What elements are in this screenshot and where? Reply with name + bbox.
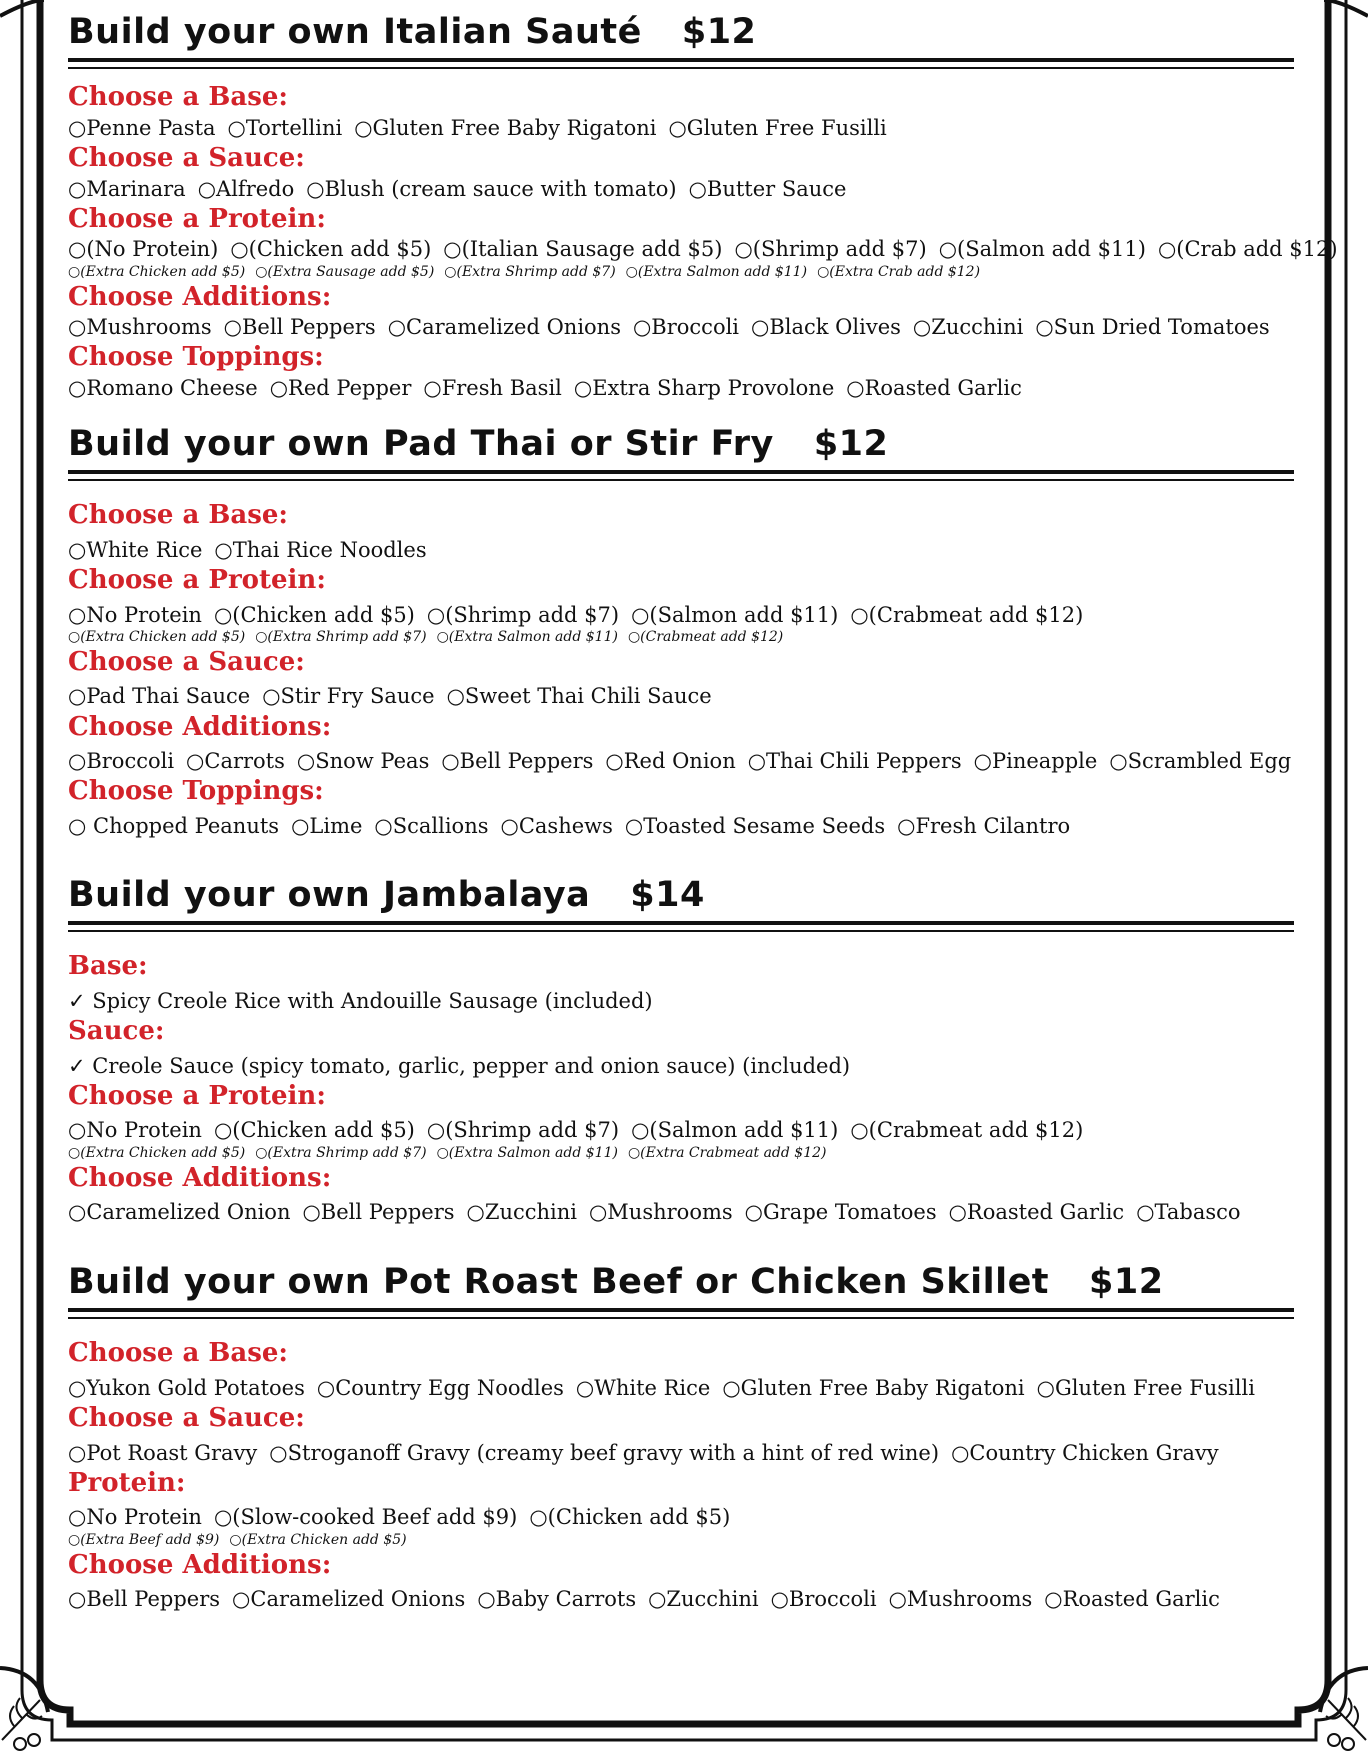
option-group-heading: Choose Additions: [68,711,332,742]
section-name: Build your own Pad Thai or Stir Fry [68,424,774,464]
option-group-heading: Choose a Sauce: [68,143,305,174]
menu-option: ○Red Pepper [269,375,412,400]
option-group-heading: Choose Additions: [68,281,332,312]
menu-option: ○Roasted Garlic [846,375,1022,400]
menu-option: ○Gluten Free Fusilli [668,115,887,140]
menu-option: ○No Protein [68,1118,202,1143]
menu-option: ✓ Creole Sauce (spicy tomato, garlic, pepper and onion sauce) (included) [68,1053,851,1078]
menu-section [68,875,1294,1226]
option-group-heading: Choose a Protein: [68,565,326,596]
option-group-heading: Choose Additions: [68,1549,332,1580]
option-group-heading: Choose a Protein: [68,1080,326,1111]
extra-option: ○(Extra Shrimp add $7) [255,628,427,645]
option-list [68,235,1338,263]
option-group-heading: Choose Toppings: [68,342,324,373]
menu-option: ○Toasted Sesame Seeds [624,813,886,838]
option-group-heading: Sauce: [68,1016,165,1047]
menu-option: ○Pineapple [973,749,1098,774]
menu-option: ○(Salmon add $11) [631,1118,839,1143]
section-title [68,12,1294,52]
menu-option: ○No Protein [68,1505,202,1530]
menu-option: ○Zucchini [466,1200,577,1225]
menu-option: ○Baby Carrots [477,1587,637,1612]
option-group-heading: Choose a Protein: [68,203,326,234]
option-list [68,374,1294,402]
menu-option: ○Romano Cheese [68,375,258,400]
menu-option: ○Butter Sauce [688,176,847,201]
extra-option: ○(Crabmeat add $12) [627,628,784,645]
option-group-heading: Choose a Base: [68,500,289,531]
menu-option: ○Caramelized Onions [232,1587,466,1612]
section-title [68,424,1294,464]
extra-option: ○(Extra Beef add $9) [68,1531,220,1548]
menu-section [68,12,1338,402]
section-name: Build your own Italian Sauté [68,12,642,52]
extra-option: ○(Extra Shrimp add $7) [444,263,616,280]
menu-option: ○Black Olives [751,315,901,340]
option-list [68,812,1294,840]
menu-option: ○No Protein [68,602,202,627]
option-list [68,1052,1294,1080]
extra-option: ○(Extra Chicken add $5) [229,1531,407,1548]
menu-option: ✓ Spicy Creole Rice with Andouille Sausage (included) [68,988,653,1013]
option-group-heading: Choose Additions: [68,1162,332,1193]
menu-option: ○Tabasco [1136,1200,1241,1225]
option-list [68,175,1294,203]
menu-option: ○Sweet Thai Chili Sauce [446,684,712,709]
option-group-heading: Choose a Sauce: [68,646,305,677]
menu-option: ○Carrots [186,749,285,774]
extra-option: ○(Extra Chicken add $5) [68,1144,246,1161]
extra-options [68,1145,1294,1162]
option-list [68,682,1294,710]
section-name: Build your own Jambalaya [68,875,591,915]
menu-option: ○Stir Fry Sauce [262,684,435,709]
menu-option: ○Pad Thai Sauce [68,684,251,709]
option-list [68,1439,1294,1467]
menu-option: ○Thai Chili Peppers [747,749,962,774]
option-list [68,1503,1294,1531]
menu-option: ○Stroganoff Gravy (creamy beef gravy with a hint of red wine) [269,1440,940,1465]
menu-option: ○Gluten Free Baby Rigatoni [354,115,657,140]
menu-option: ○Gluten Free Fusilli [1036,1375,1255,1400]
section-name: Build your own Pot Roast Beef or Chicken Skillet [68,1262,1050,1302]
section-divider [68,58,1294,69]
menu-option: ○Scallions [374,813,489,838]
menu-option: ○Mushrooms [888,1587,1033,1612]
option-group-heading: Choose a Base: [68,82,289,113]
menu-option: ○Cashews [500,813,613,838]
extra-option: ○(Extra Crab add $12) [817,263,981,280]
menu-option: ○Broccoli [68,749,175,774]
menu-option: ○Marinara [68,176,186,201]
sprig-icon [2,1698,42,1750]
section-divider [68,1308,1294,1319]
menu-option: ○Bell Peppers [441,749,594,774]
menu-option: ○(No Protein) [68,237,219,262]
section-title [68,1262,1294,1302]
menu-option: ○Thai Rice Noodles [214,537,427,562]
menu-option: ○(Salmon add $11) [938,237,1146,262]
menu-option: ○Caramelized Onions [387,315,621,340]
menu-option: ○Pot Roast Gravy [68,1440,258,1465]
menu-option: ○Gluten Free Baby Rigatoni [722,1375,1025,1400]
option-list [68,987,1294,1015]
option-list [68,114,1294,142]
menu-option: ○Caramelized Onion [68,1200,291,1225]
menu-option: ○Roasted Garlic [1044,1587,1220,1612]
menu-option: ○(Crab add $12) [1157,237,1338,262]
menu-option: ○Yukon Gold Potatoes [68,1375,305,1400]
extra-option: ○(Extra Chicken add $5) [68,263,246,280]
section-divider [68,470,1294,481]
menu-option: ○Tortellini [227,115,343,140]
option-group-heading: Choose a Sauce: [68,1403,305,1434]
menu-option: ○White Rice [575,1375,711,1400]
menu-option: ○Mushrooms [68,315,212,340]
option-list [68,536,1294,564]
section-price: $12 [681,12,757,52]
menu-option: ○(Salmon add $11) [631,602,839,627]
extra-option: ○(Extra Salmon add $11) [436,1144,618,1161]
extra-options [68,264,1294,281]
menu-option: ○Roasted Garlic [948,1200,1125,1225]
menu-option: ○Scrambled Egg [1109,749,1292,774]
menu-option: ○Grape Tomatoes [744,1200,937,1225]
extra-option: ○(Extra Sausage add $5) [255,263,435,280]
extra-options [68,1532,1294,1549]
menu-option: ○(Chicken add $5) [213,1118,415,1143]
menu-option: ○Broccoli [632,315,740,340]
menu-option: ○Sun Dried Tomatoes [1035,315,1270,340]
option-list [68,1198,1294,1226]
menu-option: ○(Shrimp add $7) [426,1118,620,1143]
menu-option: ○Bell Peppers [68,1587,221,1612]
menu-option: ○Blush (cream sauce with tomato) [306,176,677,201]
option-list [68,601,1294,629]
section-divider [68,921,1294,932]
menu-option: ○Mushrooms [588,1200,733,1225]
menu-section [68,1262,1294,1613]
extra-options [68,629,1294,646]
menu-option: ○Lime [291,813,363,838]
menu-option: ○(Chicken add $5) [213,602,415,627]
menu-option: ○Zucchini [648,1587,759,1612]
menu-option: ○Alfredo [197,176,295,201]
menu-option: ○Country Chicken Gravy [951,1440,1219,1465]
menu-option: ○(Italian Sausage add $5) [443,237,723,262]
menu-option: ○Fresh Basil [423,375,562,400]
menu-option: ○Bell Peppers [302,1200,455,1225]
section-price: $12 [813,424,889,464]
option-group-heading: Protein: [68,1467,186,1498]
menu-option: ○Country Egg Noodles [316,1375,564,1400]
menu-option: ○(Crabmeat add $12) [850,602,1084,627]
menu-option: ○(Chicken add $5) [230,237,432,262]
extra-option: ○(Extra Chicken add $5) [68,628,246,645]
menu-option: ○Snow Peas [296,749,430,774]
extra-option: ○(Extra Crabmeat add $12) [627,1144,827,1161]
menu-option: ○Fresh Cilantro [897,813,1071,838]
option-group-heading: Choose a Base: [68,1338,289,1369]
menu-option: ○(Chicken add $5) [529,1505,731,1530]
menu-option: ○Penne Pasta [68,115,216,140]
option-list [68,1585,1294,1613]
menu-option: ○ Chopped Peanuts [68,813,280,838]
menu-option: ○Red Onion [605,749,736,774]
sprig-icon [1326,1698,1366,1750]
menu-option: ○Zucchini [912,315,1024,340]
extra-option: ○(Extra Shrimp add $7) [255,1144,427,1161]
menu-option: ○Broccoli [770,1587,877,1612]
option-group-heading: Choose Toppings: [68,776,324,807]
extra-option: ○(Extra Salmon add $11) [625,263,808,280]
menu-option: ○(Shrimp add $7) [734,237,927,262]
menu-option: ○White Rice [68,537,203,562]
menu-option: ○Extra Sharp Provolone [573,375,835,400]
extra-option: ○(Extra Salmon add $11) [436,628,618,645]
menu-section [68,424,1294,840]
option-group-heading: Base: [68,951,148,982]
menu-option: ○(Crabmeat add $12) [850,1118,1084,1143]
section-price: $12 [1089,1262,1164,1302]
option-list [68,313,1294,341]
section-price: $14 [630,875,705,915]
menu-option: ○(Slow-cooked Beef add $9) [213,1505,518,1530]
option-list [68,1374,1294,1402]
option-list [68,1116,1294,1144]
section-title [68,875,1294,915]
menu-option: ○Bell Peppers [223,315,376,340]
option-list [68,747,1294,775]
menu-option: ○(Shrimp add $7) [426,602,620,627]
